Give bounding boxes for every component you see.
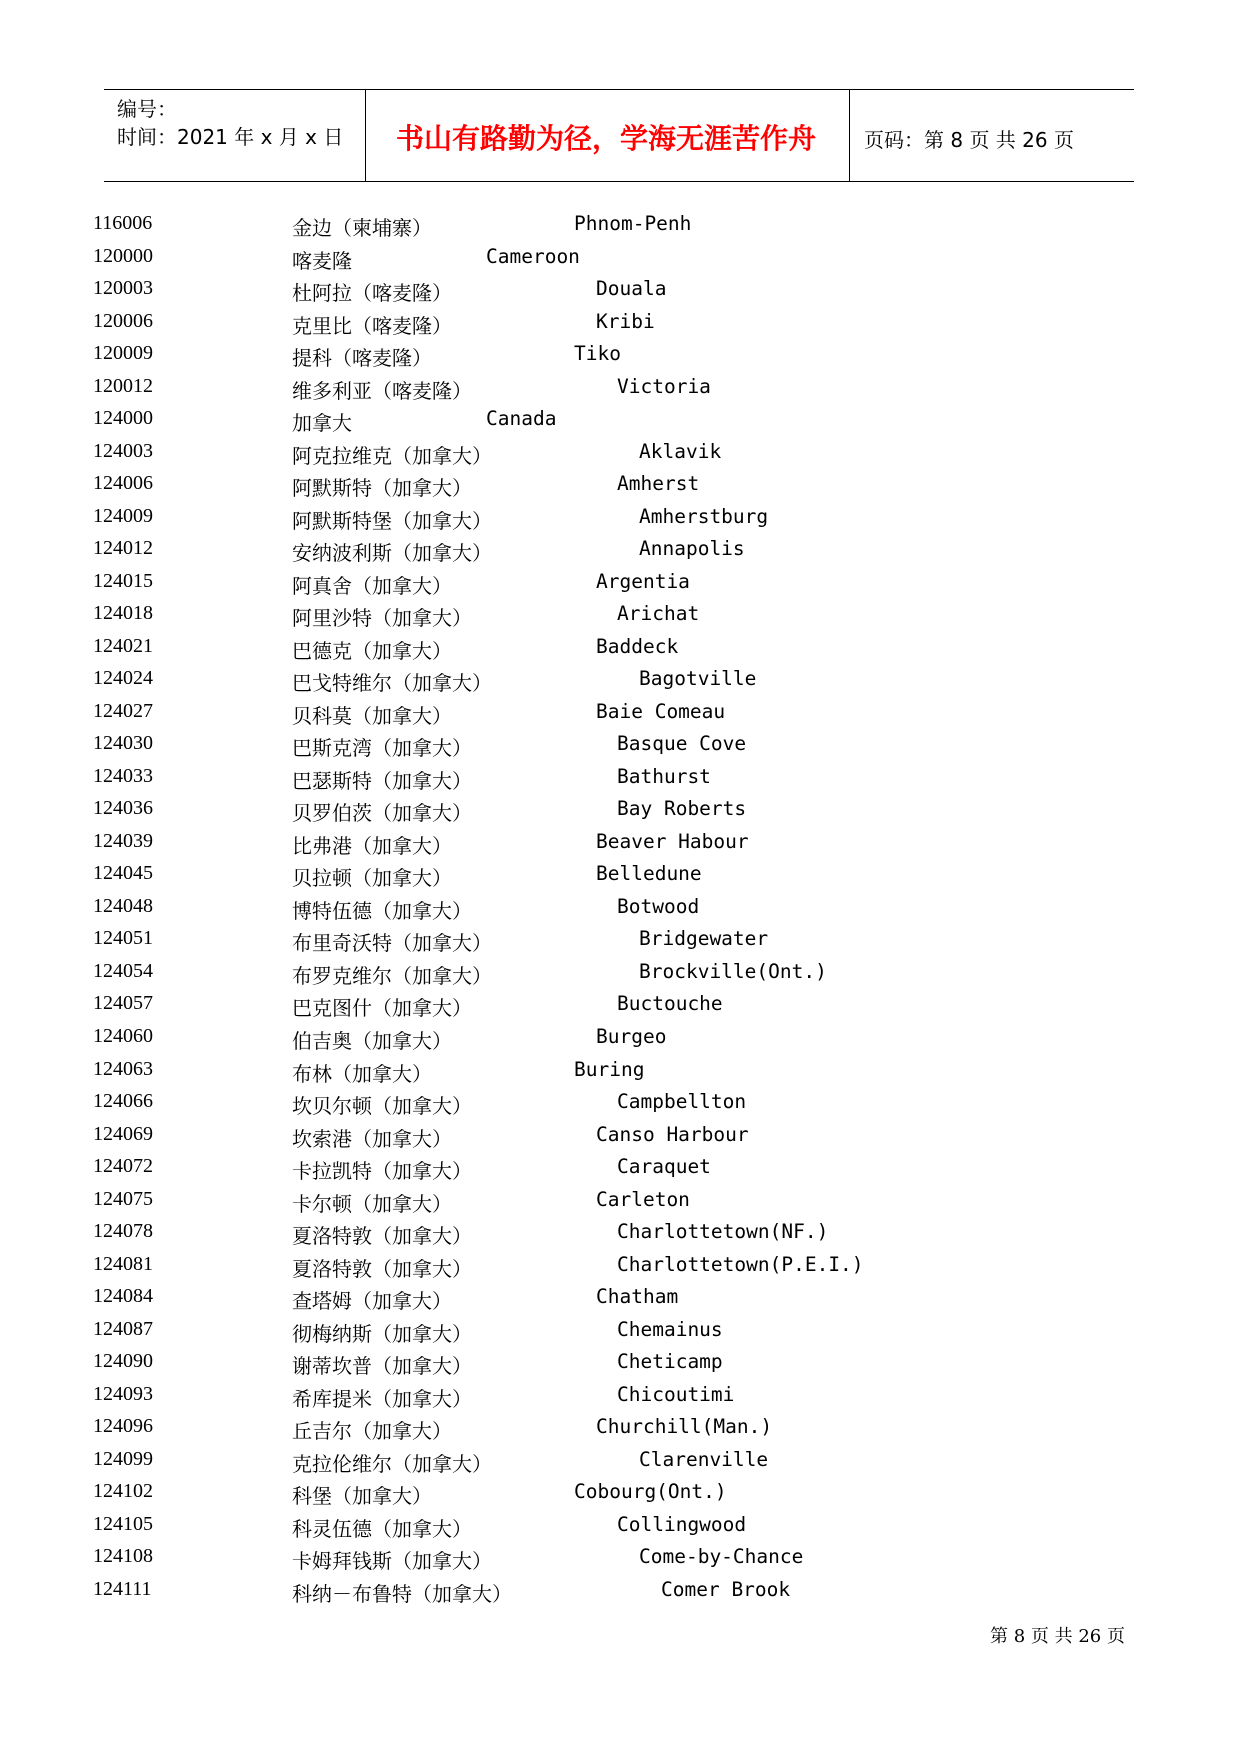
port-name-english: Charlottetown(NF.) bbox=[617, 1220, 829, 1244]
table-row bbox=[0, 277, 1241, 307]
port-name-english: Chatham bbox=[596, 1285, 679, 1309]
port-code: 124105 bbox=[93, 1512, 153, 1535]
port-name-chinese: 巴戈特维尔（加拿大） bbox=[292, 671, 492, 696]
port-code: 124099 bbox=[93, 1447, 153, 1470]
port-code: 124111 bbox=[93, 1577, 152, 1600]
port-code: 124030 bbox=[93, 732, 153, 755]
port-name-english: Collingwood bbox=[617, 1512, 747, 1536]
table-row bbox=[0, 602, 1241, 632]
port-code: 124006 bbox=[93, 472, 153, 495]
table-row bbox=[0, 1155, 1241, 1185]
port-code: 124036 bbox=[93, 797, 153, 820]
port-code: 120009 bbox=[93, 342, 153, 365]
port-name-chinese: 克拉伦维尔（加拿大） bbox=[292, 1451, 492, 1476]
port-name-english: Cobourg(Ont.) bbox=[574, 1480, 727, 1504]
table-row bbox=[0, 1123, 1241, 1153]
table-row bbox=[0, 927, 1241, 957]
table-row bbox=[0, 245, 1241, 275]
port-code: 124078 bbox=[93, 1220, 153, 1243]
port-code: 124081 bbox=[93, 1252, 153, 1275]
table-row bbox=[0, 1513, 1241, 1543]
port-name-chinese: 博特伍德（加拿大） bbox=[292, 898, 472, 923]
port-code: 124063 bbox=[93, 1057, 153, 1080]
port-code: 124069 bbox=[93, 1122, 153, 1145]
port-code: 120003 bbox=[93, 277, 153, 300]
port-name-english: Douala bbox=[596, 277, 667, 301]
port-code: 124024 bbox=[93, 667, 153, 690]
port-name-chinese: 谢蒂坎普（加拿大） bbox=[292, 1354, 472, 1379]
port-name-english: Tiko bbox=[574, 342, 621, 366]
port-code: 120006 bbox=[93, 309, 153, 332]
port-name-chinese: 比弗港（加拿大） bbox=[292, 833, 452, 858]
port-name-english: Beaver Habour bbox=[596, 829, 749, 853]
port-name-chinese: 夏洛特敦（加拿大） bbox=[292, 1256, 472, 1281]
table-row bbox=[0, 1025, 1241, 1055]
port-name-english: Bathurst bbox=[617, 764, 711, 788]
port-code: 124009 bbox=[93, 504, 153, 527]
table-row bbox=[0, 992, 1241, 1022]
port-code: 124090 bbox=[93, 1350, 153, 1373]
port-name-english: Cheticamp bbox=[617, 1350, 723, 1374]
table-row bbox=[0, 407, 1241, 437]
port-name-english: Churchill(Man.) bbox=[596, 1415, 773, 1439]
port-name-chinese: 科灵伍德（加拿大） bbox=[292, 1516, 472, 1541]
port-name-chinese: 布罗克维尔（加拿大） bbox=[292, 963, 492, 988]
table-row bbox=[0, 1220, 1241, 1250]
table-row bbox=[0, 1253, 1241, 1283]
port-name-english: Belledune bbox=[596, 862, 702, 886]
header-bottom-rule bbox=[104, 181, 1134, 182]
table-row bbox=[0, 1350, 1241, 1380]
table-row bbox=[0, 960, 1241, 990]
port-code: 120000 bbox=[93, 244, 153, 267]
port-name-chinese: 坎索港（加拿大） bbox=[292, 1126, 452, 1151]
port-name-chinese: 加拿大 bbox=[292, 411, 352, 436]
port-name-chinese: 提科（喀麦隆） bbox=[292, 346, 432, 371]
port-code: 124060 bbox=[93, 1025, 153, 1047]
port-name-chinese: 贝科莫（加拿大） bbox=[292, 703, 452, 728]
time-label: 时间：2021 年 x 月 x 日 bbox=[117, 125, 344, 149]
table-row bbox=[0, 635, 1241, 665]
table-row bbox=[0, 310, 1241, 340]
port-name-chinese: 杜阿拉（喀麦隆） bbox=[292, 281, 452, 306]
port-name-chinese: 布里奇沃特（加拿大） bbox=[292, 931, 492, 956]
port-code: 116006 bbox=[93, 212, 153, 234]
port-code: 124000 bbox=[93, 407, 153, 430]
port-name-chinese: 坎贝尔顿（加拿大） bbox=[292, 1094, 472, 1119]
port-name-chinese: 阿真舍（加拿大） bbox=[292, 573, 452, 598]
port-name-chinese: 科堡（加拿大） bbox=[292, 1484, 432, 1509]
port-name-chinese: 克里比（喀麦隆） bbox=[292, 313, 452, 338]
port-name-chinese: 金边（柬埔寨） bbox=[292, 216, 432, 240]
table-row bbox=[0, 732, 1241, 762]
port-name-english: Baie Comeau bbox=[596, 699, 726, 723]
port-name-chinese: 查塔姆（加拿大） bbox=[292, 1289, 452, 1314]
port-name-english: Victoria bbox=[617, 374, 711, 398]
serial-number-label: 编号： bbox=[117, 97, 177, 121]
port-name-chinese: 喀麦隆 bbox=[292, 248, 352, 273]
port-name-english: Aklavik bbox=[639, 439, 722, 463]
port-name-chinese: 阿里沙特（加拿大） bbox=[292, 606, 472, 631]
table-row bbox=[0, 1058, 1241, 1088]
port-code: 124054 bbox=[93, 959, 153, 982]
port-name-chinese: 希库提米（加拿大） bbox=[292, 1386, 472, 1411]
port-name-chinese: 阿默斯特堡（加拿大） bbox=[292, 508, 492, 533]
table-row bbox=[0, 537, 1241, 567]
port-name-chinese: 巴德克（加拿大） bbox=[292, 638, 452, 663]
table-row bbox=[0, 765, 1241, 795]
port-code: 124048 bbox=[93, 894, 153, 917]
port-name-english: Campbellton bbox=[617, 1090, 747, 1114]
port-name-chinese: 巴斯克湾（加拿大） bbox=[292, 736, 472, 761]
port-name-english: Annapolis bbox=[639, 537, 745, 561]
port-name-english: Kribi bbox=[596, 309, 655, 333]
port-code: 124015 bbox=[93, 569, 153, 592]
port-name-english: Bagotville bbox=[639, 667, 757, 691]
port-name-english: Charlottetown(P.E.I.) bbox=[617, 1252, 864, 1276]
port-code: 124003 bbox=[93, 439, 153, 462]
port-name-english: Arichat bbox=[617, 602, 700, 626]
port-code: 124084 bbox=[93, 1285, 153, 1308]
port-name-chinese: 丘吉尔（加拿大） bbox=[292, 1419, 452, 1444]
table-row bbox=[0, 1285, 1241, 1315]
port-name-english: Argentia bbox=[596, 569, 690, 593]
table-row bbox=[0, 570, 1241, 600]
port-name-english: Carleton bbox=[596, 1187, 690, 1211]
port-name-chinese: 布林（加拿大） bbox=[292, 1061, 432, 1086]
port-name-chinese: 卡尔顿（加拿大） bbox=[292, 1191, 452, 1216]
header-top-rule bbox=[104, 89, 1134, 90]
table-row bbox=[0, 440, 1241, 470]
port-name-chinese: 安纳波利斯（加拿大） bbox=[292, 541, 492, 566]
port-code: 124033 bbox=[93, 764, 153, 787]
port-code: 124045 bbox=[93, 862, 153, 885]
port-name-chinese: 卡拉凯特（加拿大） bbox=[292, 1159, 472, 1184]
port-code: 120012 bbox=[93, 374, 153, 397]
port-code: 124051 bbox=[93, 927, 153, 950]
port-name-english: Bay Roberts bbox=[617, 797, 747, 821]
port-name-english: Clarenville bbox=[639, 1447, 769, 1471]
table-row bbox=[0, 1448, 1241, 1478]
table-row bbox=[0, 1415, 1241, 1445]
header-motto: 书山有路勤为径，学海无涯苦作舟 bbox=[395, 122, 816, 155]
table-row bbox=[0, 1383, 1241, 1413]
table-row bbox=[0, 1578, 1241, 1608]
table-row bbox=[0, 1318, 1241, 1348]
port-name-english: Basque Cove bbox=[617, 732, 747, 756]
table-row bbox=[0, 667, 1241, 697]
port-code: 124021 bbox=[93, 634, 153, 657]
port-name-english: Phnom-Penh bbox=[574, 212, 692, 235]
port-code: 124108 bbox=[93, 1545, 153, 1568]
table-row bbox=[0, 830, 1241, 860]
table-row bbox=[0, 1545, 1241, 1575]
table-row bbox=[0, 862, 1241, 892]
port-code: 124039 bbox=[93, 829, 153, 852]
port-code: 124027 bbox=[93, 699, 153, 722]
port-name-english: Amherst bbox=[617, 472, 700, 496]
port-name-english: Baddeck bbox=[596, 634, 679, 658]
page-number-label: 页码：第 8 页 共 26 页 bbox=[864, 128, 1074, 152]
port-code: 124018 bbox=[93, 602, 153, 625]
port-name-english: Bridgewater bbox=[639, 927, 769, 951]
port-name-english: Amherstburg bbox=[639, 504, 769, 528]
table-row bbox=[0, 342, 1241, 372]
table-row bbox=[0, 700, 1241, 730]
port-name-chinese: 科纳－布鲁特（加拿大） bbox=[292, 1581, 512, 1606]
table-row bbox=[0, 472, 1241, 502]
port-name-english: Chicoutimi bbox=[617, 1382, 735, 1406]
table-row bbox=[0, 1480, 1241, 1510]
port-name-english: Burgeo bbox=[596, 1025, 667, 1048]
port-code: 124093 bbox=[93, 1382, 153, 1405]
port-name-chinese: 贝罗伯茨（加拿大） bbox=[292, 801, 472, 826]
port-code: 124096 bbox=[93, 1415, 153, 1438]
port-name-chinese: 夏洛特敦（加拿大） bbox=[292, 1224, 472, 1249]
port-name-english: Comer Brook bbox=[661, 1577, 791, 1601]
table-row bbox=[0, 505, 1241, 535]
port-name-english: Brockville(Ont.) bbox=[639, 959, 827, 983]
port-name-english: Chemainus bbox=[617, 1317, 723, 1341]
port-code: 124012 bbox=[93, 537, 153, 560]
table-row bbox=[0, 212, 1241, 242]
port-name-chinese: 伯吉奥（加拿大） bbox=[292, 1029, 452, 1053]
port-code: 124087 bbox=[93, 1317, 153, 1340]
port-name-chinese: 维多利亚（喀麦隆） bbox=[292, 378, 472, 403]
port-name-english: Botwood bbox=[617, 894, 700, 918]
footer-page-number: 第 8 页 共 26 页 bbox=[990, 1626, 1125, 1647]
port-name-english: Cameroon bbox=[486, 244, 580, 268]
port-name-chinese: 阿默斯特（加拿大） bbox=[292, 476, 472, 501]
port-name-english: Buctouche bbox=[617, 992, 723, 1016]
table-row bbox=[0, 375, 1241, 405]
port-name-english: Canso Harbour bbox=[596, 1122, 749, 1146]
table-row bbox=[0, 1090, 1241, 1120]
table-row bbox=[0, 797, 1241, 827]
port-name-chinese: 贝拉顿（加拿大） bbox=[292, 866, 452, 891]
port-name-english: Canada bbox=[486, 407, 557, 431]
port-name-english: Buring bbox=[574, 1057, 645, 1081]
port-name-english: Come-by-Chance bbox=[639, 1545, 804, 1569]
port-code: 124072 bbox=[93, 1155, 153, 1178]
port-code: 124057 bbox=[93, 992, 153, 1015]
port-name-chinese: 卡姆拜钱斯（加拿大） bbox=[292, 1549, 492, 1574]
port-name-chinese: 巴克图什（加拿大） bbox=[292, 996, 472, 1021]
port-code: 124075 bbox=[93, 1187, 153, 1210]
port-code: 124102 bbox=[93, 1480, 153, 1503]
table-row bbox=[0, 1188, 1241, 1218]
port-name-chinese: 彻梅纳斯（加拿大） bbox=[292, 1321, 472, 1346]
table-row bbox=[0, 895, 1241, 925]
port-name-chinese: 巴瑟斯特（加拿大） bbox=[292, 768, 472, 793]
port-name-english: Caraquet bbox=[617, 1155, 711, 1179]
port-code: 124066 bbox=[93, 1090, 153, 1113]
port-name-chinese: 阿克拉维克（加拿大） bbox=[292, 443, 492, 468]
header-divider-right bbox=[849, 89, 850, 182]
